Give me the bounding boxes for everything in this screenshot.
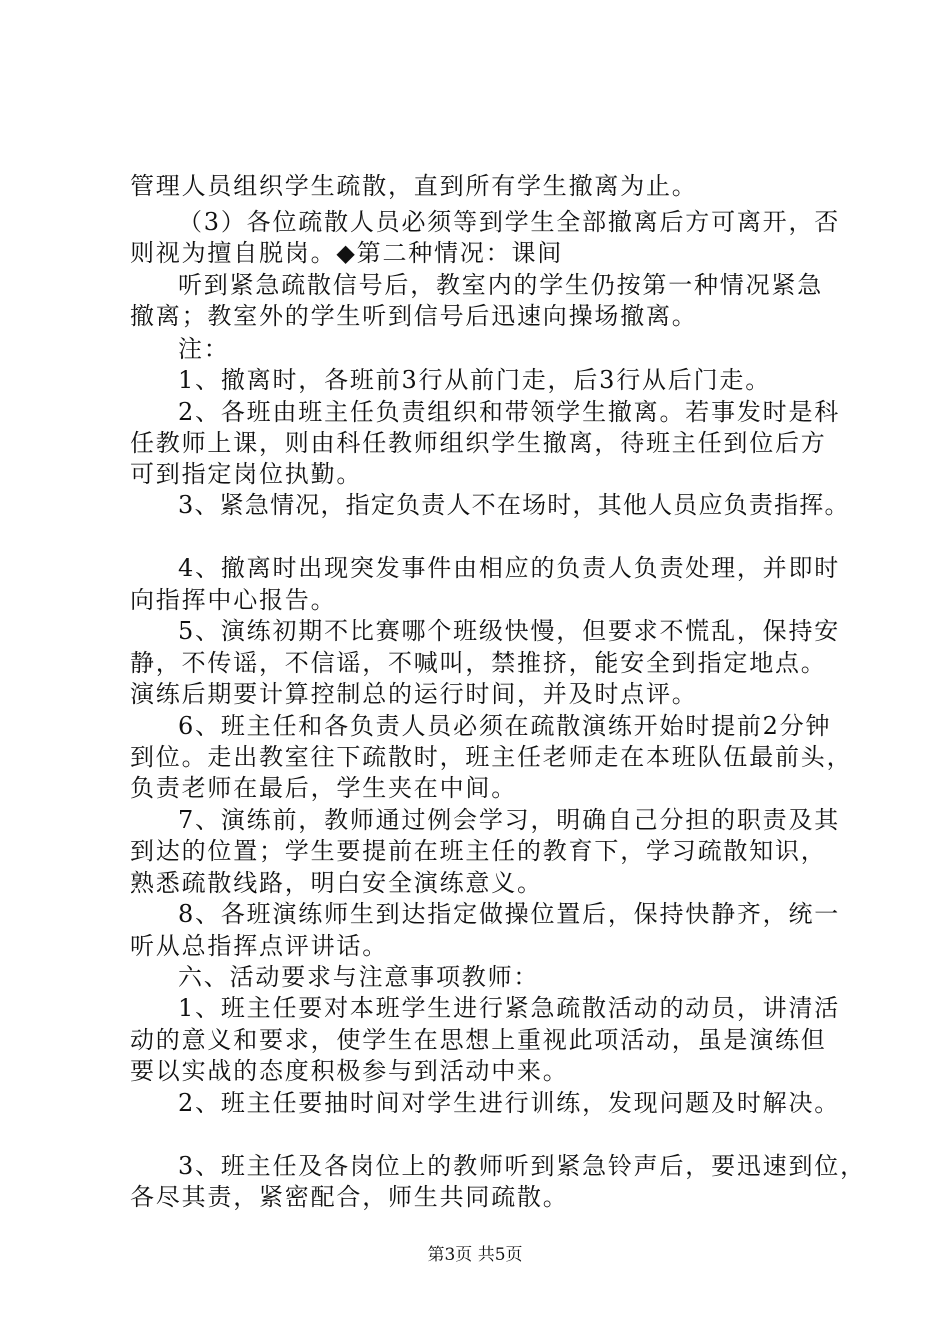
text-line: 8、各班演练师生到达指定做操位置后，保持快静齐，统一 bbox=[178, 900, 841, 928]
text-line: 到位。走出教室往下疏散时，班主任老师走在本班队伍最前头， bbox=[130, 743, 853, 771]
text-line: 静，不传谣，不信谣，不喊叫，禁推挤，能安全到指定地点。 bbox=[130, 649, 827, 677]
text-line: 各尽其责，紧密配合，师生共同疏散。 bbox=[130, 1183, 569, 1211]
text-line: 听到紧急疏散信号后，教室内的学生仍按第一种情况紧急 bbox=[178, 271, 823, 299]
text-line: 5、演练初期不比赛哪个班级快慢，但要求不慌乱，保持安 bbox=[178, 617, 841, 645]
text-line: 1、撤离时，各班前3行从前门走，后3行从后门走。 bbox=[178, 366, 772, 394]
text-line: 6、班主任和各负责人员必须在疏散演练开始时提前2分钟 bbox=[178, 712, 832, 740]
text-line: 3、班主任及各岗位上的教师听到紧急铃声后，要迅速到位， bbox=[178, 1152, 866, 1180]
text-line: 熟悉疏散线路，明白安全演练意义。 bbox=[130, 869, 543, 897]
text-line: 动的意义和要求，使学生在思想上重视此项活动，虽是演练但 bbox=[130, 1026, 827, 1054]
text-line: 负责老师在最后，学生夹在中间。 bbox=[130, 774, 517, 802]
text-line: 到达的位置；学生要提前在班主任的教育下，学习疏散知识， bbox=[130, 837, 827, 865]
text-line: 1、班主任要对本班学生进行紧急疏散活动的动员，讲清活 bbox=[178, 994, 841, 1022]
text-line: 要以实战的态度积极参与到活动中来。 bbox=[130, 1057, 569, 1085]
section-heading: 六、活动要求与注意事项教师： bbox=[178, 963, 540, 991]
text-line: 管理人员组织学生疏散，直到所有学生撤离为止。 bbox=[130, 172, 698, 200]
page-footer: 第3页 共5页 bbox=[427, 1245, 523, 1265]
text-line: 7、演练前，教师通过例会学习，明确自己分担的职责及其 bbox=[178, 806, 841, 834]
text-line: 可到指定岗位执勤。 bbox=[130, 460, 363, 488]
text-line: 2、各班由班主任负责组织和带领学生撤离。若事发时是科 bbox=[178, 398, 841, 426]
text-line: 2、班主任要抽时间对学生进行训练，发现问题及时解决。 bbox=[178, 1089, 841, 1117]
text-line: 任教师上课，则由科任教师组织学生撤离，待班主任到位后方 bbox=[130, 429, 827, 457]
text-line: 3、紧急情况，指定负责人不在场时，其他人员应负责指挥。 bbox=[178, 491, 850, 519]
text-line: 则视为擅自脱岗。◆第二种情况：课间 bbox=[130, 239, 564, 267]
text-line: 向指挥中心报告。 bbox=[130, 586, 337, 614]
text-line: 演练后期要计算控制总的运行时间，并及时点评。 bbox=[130, 680, 698, 708]
text-line: 撤离；教室外的学生听到信号后迅速向操场撤离。 bbox=[130, 302, 698, 330]
text-line: 注： bbox=[178, 335, 230, 363]
text-line: 听从总指挥点评讲话。 bbox=[130, 932, 388, 960]
text-line: 4、撤离时出现突发事件由相应的负责人负责处理，并即时 bbox=[178, 554, 841, 582]
text-line: （3）各位疏散人员必须等到学生全部撤离后方可离开，否 bbox=[178, 208, 841, 236]
